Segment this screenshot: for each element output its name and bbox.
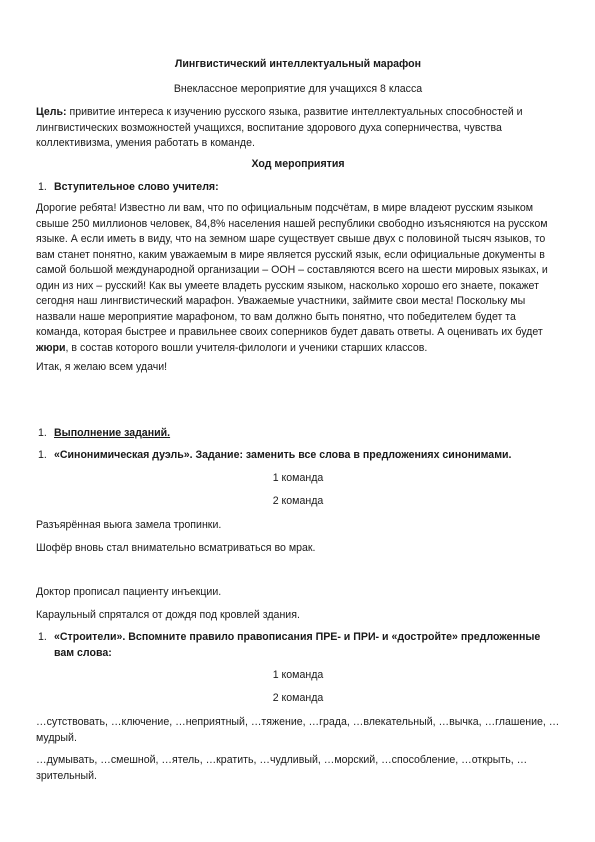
task2-title: «Строители». Вспомните правило правописания ПРЕ- и ПРИ- и «достройте» предложенные вам слова: (54, 631, 541, 659)
section-tasks-heading (38, 426, 560, 442)
section-tasks-title: Выполнение заданий. (54, 427, 171, 439)
task1-sentence-4: Караульный спрятался от дождя под кровлей здания. (36, 609, 300, 621)
document-title: Лингвистический интеллектуальный марафон (174, 58, 422, 70)
task1-heading (38, 448, 560, 464)
task2-team1: 1 команда (272, 669, 324, 681)
jury-word: жюри (36, 341, 66, 354)
wish-paragraph: Итак, я желаю всем удачи! (36, 361, 168, 373)
list-number: 1. (38, 449, 47, 461)
task2-team2: 2 команда (272, 692, 324, 704)
task2-words-2: …думывать, …смешной, …ятель, …кратить, …чудливый, …морский, …способление, …открыть, …зрительный. (36, 754, 528, 782)
task1-team1: 1 команда (272, 472, 324, 484)
list-number: 1. (38, 181, 47, 193)
task1-team2: 2 команда (272, 495, 324, 507)
progress-heading: Ход мероприятия (251, 158, 345, 170)
goal-label: Цель: (36, 106, 67, 118)
task2-words-1: …сутствовать, …ключение, …неприятный, …тяжение, …града, …влекательный, …вычка, …глашение, …мудрый. (36, 716, 560, 744)
intro-text-part2: , в состав которого вошли учителя-филологи и ученики старших классов. (65, 341, 428, 354)
list-number: 1. (38, 631, 47, 643)
intro-text-part1: Дорогие ребята! Известно ли вам, что по официальным подсчётам, в мире владеют русским языком свыше 250 миллионов человек, 84,8% населения нашей республики свободно изъясняются на русском языке. А если иметь в виду, что на земном шаре существует свыше двух с половиной тысяч языков, то вам станет понятно, каким уважаемым в мире является русский язык, если официальные документы в самой большой международной организации – ООН – составляются всего на шести мировых языках, и один из них – русский! Как вы умеете владеть русским языком, насколько хорошо его знаете, покажет сегодня наш лингвистический марафон. Уважаемые участники, займите свои места! Поскольку мы назвали наше мероприятие марафоном, то вам должно быть понятно, что победителем будет та команда, которая быстрее и правильнее своих соперников будет давать ответы. А оценивать их будет (36, 202, 548, 338)
intro-paragraph (36, 201, 560, 356)
section-intro-heading (38, 180, 560, 196)
section-intro-title: Вступительное слово учителя: (54, 181, 219, 193)
list-number: 1. (38, 427, 47, 439)
goal-paragraph (36, 105, 560, 152)
document-subtitle: Внеклассное мероприятие для учащихся 8 класса (173, 83, 423, 95)
goal-text: привитие интереса к изучению русского языка, развитие интеллектуальных способностей и лингвистических возможностей учащихся, воспитание здорового духа соперничества, чувства коллективизма, умения работать в команде. (36, 106, 523, 149)
task1-title: «Синонимическая дуэль». Задание: заменить все слова в предложениях синонимами. (54, 449, 512, 461)
task1-sentence-1: Разъярённая вьюга замела тропинки. (36, 519, 222, 531)
task1-sentence-2: Шофёр вновь стал внимательно всматриваться во мрак. (36, 542, 316, 554)
task1-sentence-3: Доктор прописал пациенту инъекции. (36, 586, 222, 598)
task2-heading (38, 630, 560, 661)
